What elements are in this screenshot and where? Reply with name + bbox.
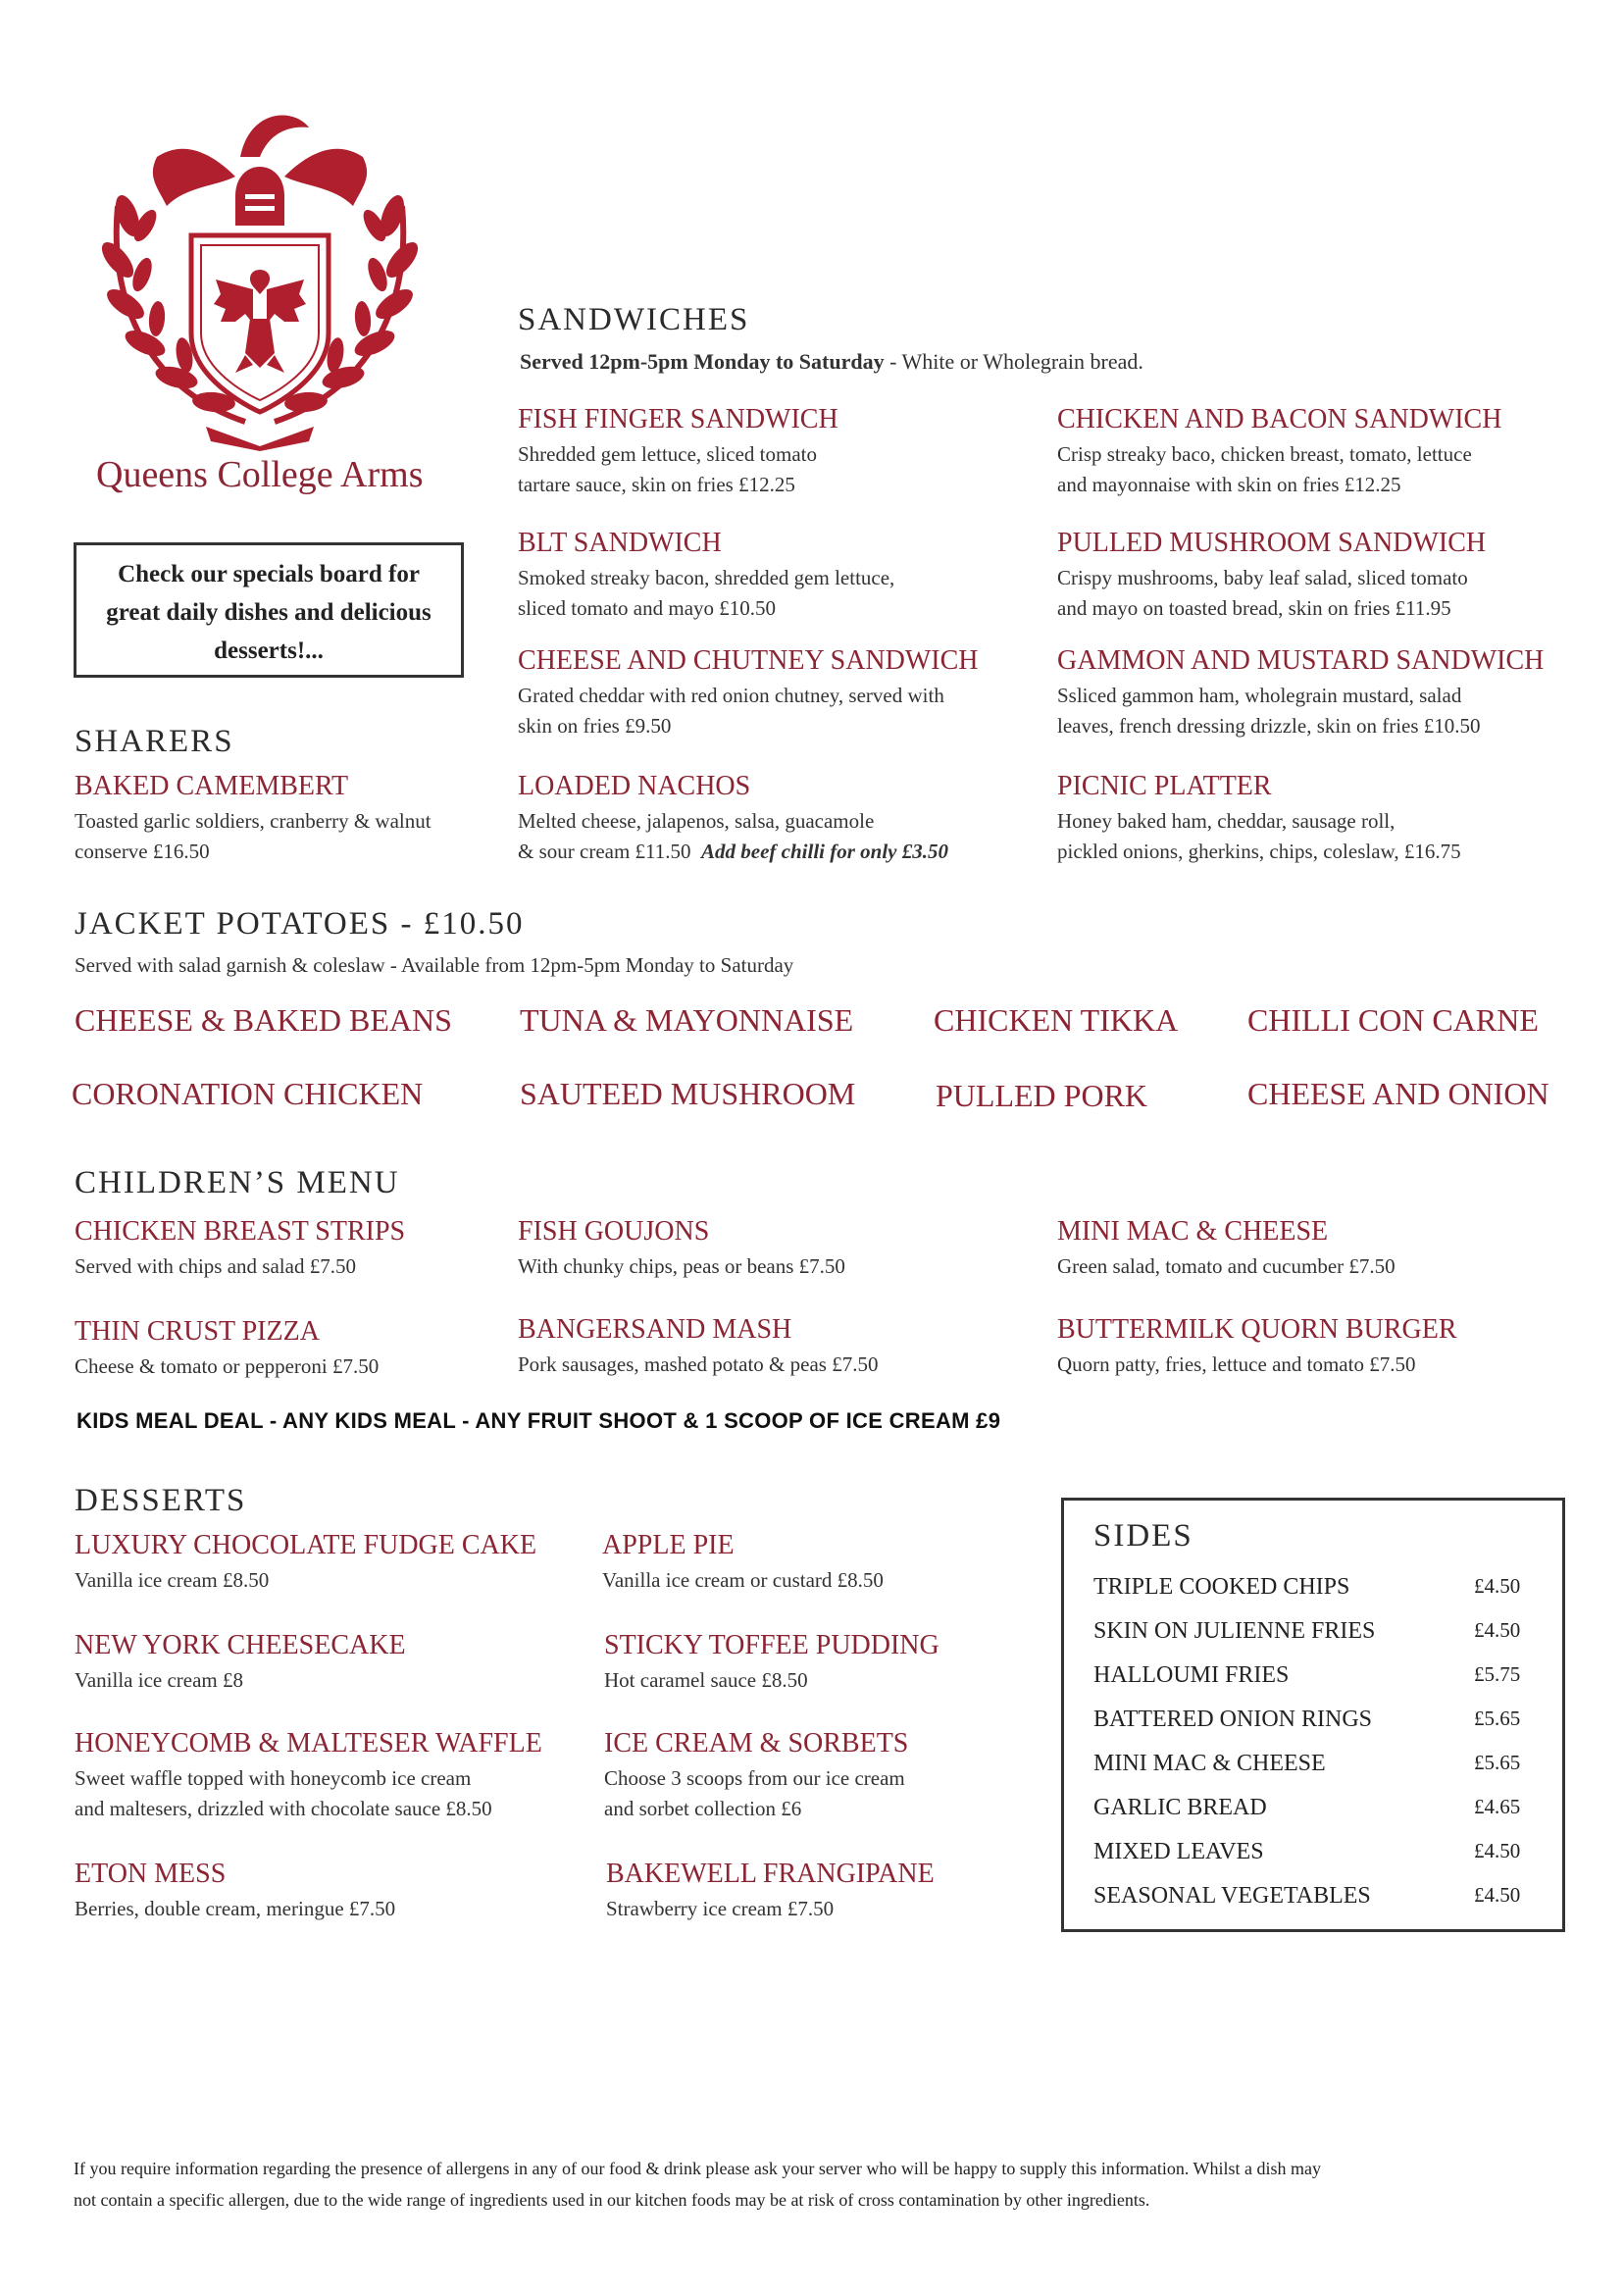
- jacket-option: CHILLI CON CARNE: [1247, 1002, 1539, 1038]
- desserts-heading: DESSERTS: [75, 1483, 247, 1518]
- menu-item: [518, 404, 838, 500]
- item-name: BAKED CAMEMBERT: [75, 771, 349, 801]
- side-price: £5.75: [1474, 1662, 1521, 1686]
- menu-item: [518, 771, 948, 867]
- item-description: Sweet waffle topped with honeycomb ice cream and maltesers, drizzled with chocolate sauce £8.50: [75, 1766, 492, 1820]
- item-name: BUTTERMILK QUORN BURGER: [1057, 1314, 1457, 1345]
- crest-logo: [98, 98, 422, 451]
- item-name: ICE CREAM & SORBETS: [604, 1728, 909, 1759]
- item-description: With chunky chips, peas or beans £7.50: [518, 1254, 845, 1278]
- menu-item: [75, 771, 431, 867]
- side-price: £4.50: [1474, 1883, 1521, 1907]
- jacket-option: SAUTEED MUSHROOM: [520, 1076, 856, 1111]
- jacket-potatoes-heading: JACKET POTATOES - £10.50: [75, 906, 525, 942]
- menu-item: [75, 1530, 536, 1596]
- item-name: NEW YORK CHEESECAKE: [75, 1630, 406, 1660]
- menu-item: [602, 1530, 884, 1596]
- item-name: FISH FINGER SANDWICH: [518, 404, 838, 434]
- menu-item: [1057, 771, 1461, 867]
- item-name: FISH GOUJONS: [518, 1216, 710, 1247]
- kids-meal-deal: KIDS MEAL DEAL - ANY KIDS MEAL - ANY FRUIT SHOOT & 1 SCOOP OF ICE CREAM £9: [76, 1408, 1001, 1433]
- item-name: CHEESE AND CHUTNEY SANDWICH: [518, 645, 979, 676]
- side-name: MIXED LEAVES: [1093, 1839, 1264, 1864]
- sides-heading: SIDES: [1093, 1518, 1193, 1554]
- item-description: Served with chips and salad £7.50: [75, 1254, 356, 1278]
- sides-panel: [1061, 1498, 1565, 1932]
- item-name: ETON MESS: [75, 1859, 227, 1889]
- item-description: Crispy mushrooms, baby leaf salad, sliced tomato and mayo on toasted bread, skin on fries £11.95: [1057, 566, 1468, 620]
- item-name: PICNIC PLATTER: [1057, 771, 1272, 801]
- menu-item: [606, 1859, 935, 1924]
- item-name: LUXURY CHOCOLATE FUDGE CAKE: [75, 1530, 537, 1560]
- menu-item: [75, 1316, 379, 1382]
- side-name: GARLIC BREAD: [1093, 1795, 1267, 1820]
- item-description: Choose 3 scoops from our ice cream and sorbet collection £6: [604, 1766, 905, 1820]
- side-name: BATTERED ONION RINGS: [1093, 1707, 1372, 1732]
- menu-item: [1057, 1314, 1457, 1380]
- childrens-menu-heading: CHILDREN’S MENU: [75, 1165, 400, 1200]
- sandwiches-bread: - White or Wholegrain bread.: [884, 349, 1143, 374]
- side-price: £4.50: [1474, 1839, 1521, 1862]
- sharers-heading: SHARERS: [75, 724, 234, 759]
- jacket-option: CHICKEN TIKKA: [934, 1002, 1179, 1038]
- side-price: £4.65: [1474, 1795, 1521, 1818]
- item-description: Cheese & tomato or pepperoni £7.50: [75, 1354, 380, 1378]
- jacket-option: PULLED PORK: [936, 1078, 1148, 1113]
- item-description: Honey baked ham, cheddar, sausage roll, pickled onions, gherkins, chips, coleslaw, £16.75: [1057, 809, 1461, 863]
- item-name: STICKY TOFFEE PUDDING: [604, 1630, 939, 1660]
- specials-board-note: [74, 542, 464, 678]
- item-description: Quorn patty, fries, lettuce and tomato £7.50: [1057, 1352, 1416, 1376]
- menu-item: [518, 1314, 878, 1380]
- allergen-line: If you require information regarding the presence of allergens in any of our food & drink please ask your server who will be happy to supply this information. Whilst a dish may: [74, 2159, 1322, 2178]
- specials-line: great daily dishes and delicious: [106, 599, 431, 626]
- side-name: MINI MAC & CHEESE: [1093, 1751, 1326, 1776]
- item-description: Grated cheddar with red onion chutney, served with skin on fries £9.50: [518, 684, 944, 738]
- specials-line: desserts!...: [214, 637, 324, 664]
- jacket-option: CHEESE & BAKED BEANS: [75, 1002, 452, 1038]
- item-description: Ssliced gammon ham, wholegrain mustard, salad leaves, french dressing drizzle, skin on fries £10.50: [1057, 684, 1481, 738]
- allergen-notice: [74, 2153, 1554, 2216]
- menu-item: [1057, 645, 1544, 741]
- jacket-option: CHEESE AND ONION: [1247, 1076, 1549, 1111]
- sandwiches-hours: Served 12pm-5pm Monday to Saturday: [520, 349, 885, 374]
- side-name: HALLOUMI FRIES: [1093, 1662, 1290, 1688]
- menu-item: [1057, 528, 1486, 624]
- menu-item: [75, 1630, 406, 1696]
- item-name: BLT SANDWICH: [518, 528, 722, 558]
- menu-item: [604, 1728, 908, 1824]
- jacket-option: TUNA & MAYONNAISE: [520, 1002, 854, 1038]
- nachos-addon: Add beef chilli for only £3.50: [701, 840, 948, 863]
- menu-item: [1057, 404, 1501, 500]
- side-name: SKIN ON JULIENNE FRIES: [1093, 1618, 1376, 1644]
- item-description: Melted cheese, jalapenos, salsa, guacamole & sour cream £11.50 Add beef chilli for only £3.50: [518, 809, 948, 863]
- sandwiches-heading: SANDWICHES: [518, 302, 750, 337]
- item-name: MINI MAC & CHEESE: [1057, 1216, 1329, 1247]
- item-description: Crisp streaky baco, chicken breast, tomato, lettuce and mayonnaise with skin on fries £12.25: [1057, 442, 1472, 496]
- menu-item: [518, 1216, 845, 1282]
- side-name: SEASONAL VEGETABLES: [1093, 1883, 1371, 1909]
- item-name: HONEYCOMB & MALTESER WAFFLE: [75, 1728, 542, 1759]
- side-price: £4.50: [1474, 1574, 1521, 1598]
- side-name: TRIPLE COOKED CHIPS: [1093, 1574, 1350, 1600]
- item-description: Toasted garlic soldiers, cranberry & walnut conserve £16.50: [75, 809, 431, 863]
- jacket-option: CORONATION CHICKEN: [72, 1076, 424, 1111]
- menu-item: [604, 1630, 939, 1696]
- item-description: Green salad, tomato and cucumber £7.50: [1057, 1254, 1396, 1278]
- item-name: LOADED NACHOS: [518, 771, 751, 801]
- menu-item: [518, 528, 894, 624]
- item-name: PULLED MUSHROOM SANDWICH: [1057, 528, 1487, 558]
- menu-item: [75, 1216, 405, 1282]
- item-description: Shredded gem lettuce, sliced tomato tartare sauce, skin on fries £12.25: [518, 442, 817, 496]
- brand-name: Queens College Arms: [96, 454, 424, 495]
- item-name: GAMMON AND MUSTARD SANDWICH: [1057, 645, 1545, 676]
- item-description: Hot caramel sauce £8.50: [604, 1668, 808, 1692]
- side-price: £5.65: [1474, 1751, 1521, 1774]
- item-description: Vanilla ice cream or custard £8.50: [602, 1568, 884, 1592]
- side-price: £5.65: [1474, 1707, 1521, 1730]
- item-name: BANGERSAND MASH: [518, 1314, 792, 1345]
- item-name: APPLE PIE: [602, 1530, 735, 1560]
- item-name: THIN CRUST PIZZA: [75, 1316, 320, 1347]
- item-description: Vanilla ice cream £8.50: [75, 1568, 270, 1592]
- item-description: Strawberry ice cream £7.50: [606, 1897, 835, 1920]
- menu-item: [1057, 1216, 1396, 1282]
- sandwiches-subtitle: [520, 349, 1143, 375]
- item-name: BAKEWELL FRANGIPANE: [606, 1859, 935, 1889]
- item-description: Pork sausages, mashed potato & peas £7.50: [518, 1352, 879, 1376]
- specials-line: Check our specials board for: [118, 561, 420, 587]
- item-description: Smoked streaky bacon, shredded gem lettuce, sliced tomato and mayo £10.50: [518, 566, 895, 620]
- item-name: CHICKEN AND BACON SANDWICH: [1057, 404, 1502, 434]
- item-name: CHICKEN BREAST STRIPS: [75, 1216, 406, 1247]
- item-description: Vanilla ice cream £8: [75, 1668, 243, 1692]
- menu-item: [518, 645, 979, 741]
- item-description: Berries, double cream, meringue £7.50: [75, 1897, 396, 1920]
- menu-item: [75, 1859, 395, 1924]
- menu-item: [75, 1728, 542, 1824]
- jacket-potatoes-subtitle: Served with salad garnish & coleslaw - Available from 12pm-5pm Monday to Saturday: [75, 953, 794, 977]
- allergen-line: not contain a specific allergen, due to the wide range of ingredients used in our kitchen foods may be at risk of cross contamination by other ingredients.: [74, 2190, 1150, 2210]
- side-price: £4.50: [1474, 1618, 1521, 1642]
